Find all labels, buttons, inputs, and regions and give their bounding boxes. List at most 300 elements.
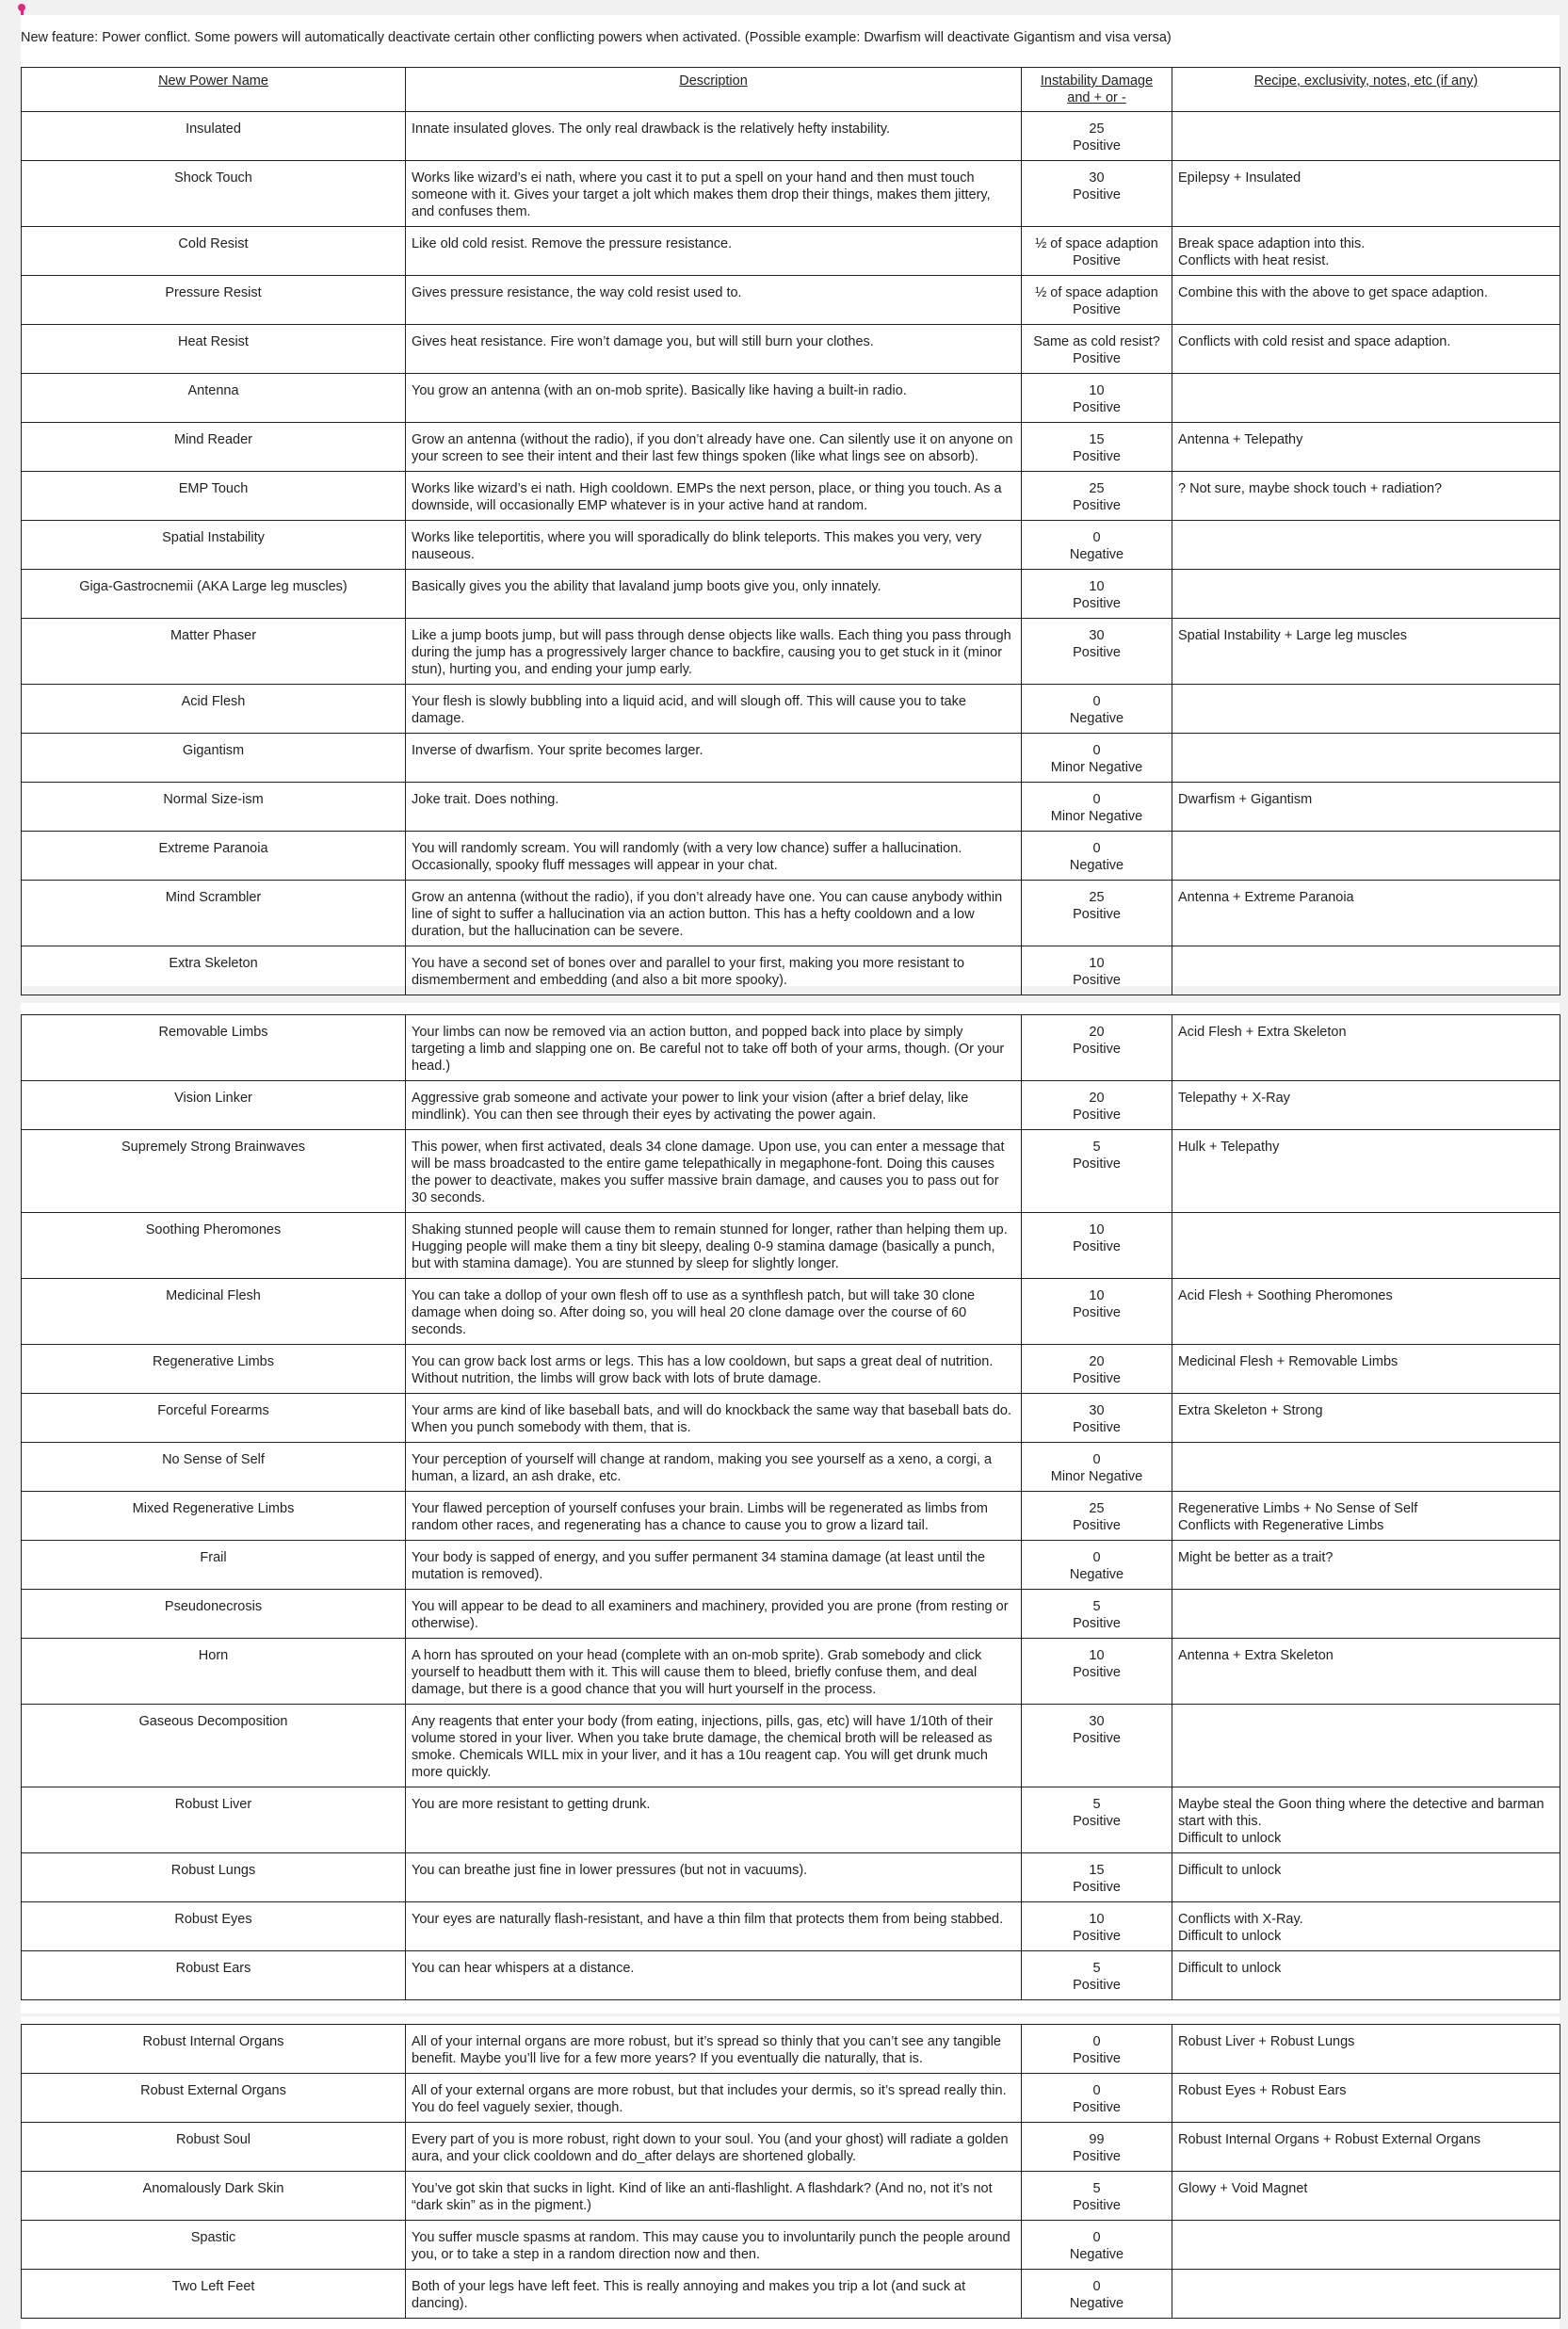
power-name-cell[interactable] xyxy=(22,1787,406,1853)
power-notes: Robust Liver + Robust Lungs xyxy=(1178,2034,1355,2049)
power-description-cell[interactable] xyxy=(406,881,1022,946)
notes-cell[interactable] xyxy=(1172,619,1560,685)
power-row xyxy=(22,1639,1560,1705)
instability-sign: Positive xyxy=(1073,1420,1121,1435)
instability-sign: Positive xyxy=(1073,907,1121,922)
power-description: Innate insulated gloves. The only real drawback is the relatively hefty instability. xyxy=(412,121,891,137)
instability-cell[interactable] xyxy=(1022,1345,1172,1394)
instability-cell[interactable] xyxy=(1022,227,1172,276)
power-notes: Extra Skeleton + Strong xyxy=(1178,1403,1323,1418)
power-row xyxy=(22,1951,1560,2000)
power-description-cell[interactable] xyxy=(406,423,1022,472)
power-name: Medicinal Flesh xyxy=(166,1288,261,1303)
power-description: Like old cold resist. Remove the pressure resistance. xyxy=(412,236,733,251)
power-name-cell[interactable] xyxy=(22,1541,406,1590)
power-notes: Dwarfism + Gigantism xyxy=(1178,792,1313,807)
power-notes: Robust Eyes + Robust Ears xyxy=(1178,2083,1347,2098)
instability-value: 0 xyxy=(1092,530,1101,545)
power-name: Robust Soul xyxy=(176,2132,251,2147)
instability-cell[interactable] xyxy=(1022,423,1172,472)
power-description-cell[interactable] xyxy=(406,619,1022,685)
power-row xyxy=(22,423,1560,472)
instability-sign: Negative xyxy=(1069,2296,1124,2311)
power-name: Extreme Paranoia xyxy=(158,841,268,856)
instability-cell[interactable] xyxy=(1022,2270,1172,2319)
notes-cell[interactable] xyxy=(1172,1787,1560,1853)
power-name: Mind Reader xyxy=(173,432,252,447)
instability-cell[interactable] xyxy=(1022,161,1172,227)
power-name-cell[interactable] xyxy=(22,1279,406,1345)
instability-cell[interactable] xyxy=(1022,112,1172,161)
power-description-cell[interactable] xyxy=(406,2172,1022,2221)
power-name-cell[interactable] xyxy=(22,472,406,521)
instability-cell[interactable] xyxy=(1022,521,1172,570)
instability-cell[interactable] xyxy=(1022,881,1172,946)
power-row xyxy=(22,1705,1560,1787)
power-description-cell[interactable] xyxy=(406,276,1022,325)
instability-cell[interactable] xyxy=(1022,2221,1172,2270)
power-description: Your body is sapped of energy, and you suffer permanent 34 stamina damage (at least until the mutation is removed). xyxy=(412,1550,986,1582)
instability-value: 0 xyxy=(1092,792,1101,807)
notes-cell[interactable] xyxy=(1172,1279,1560,1345)
instability-cell[interactable] xyxy=(1022,325,1172,374)
power-name-cell[interactable] xyxy=(22,2221,406,2270)
power-description-cell[interactable] xyxy=(406,161,1022,227)
power-name-cell[interactable] xyxy=(22,946,406,995)
instability-cell[interactable] xyxy=(1022,1492,1172,1541)
power-description: Works like wizard’s ei nath, where you cast it to put a spell on your hand and then must touch someone with it. Gives your target a jolt which makes them drop their things, makes them jittery, and confuses them. xyxy=(412,170,991,219)
instability-sign: Positive xyxy=(1073,973,1121,988)
power-description-cell[interactable] xyxy=(406,1590,1022,1639)
notes-cell[interactable] xyxy=(1172,1443,1560,1492)
instability-value: 99 xyxy=(1089,2132,1105,2147)
instability-cell[interactable] xyxy=(1022,832,1172,881)
notes-cell[interactable] xyxy=(1172,112,1560,161)
power-name-cell[interactable] xyxy=(22,161,406,227)
notes-cell[interactable] xyxy=(1172,1015,1560,1081)
notes-cell[interactable] xyxy=(1172,1130,1560,1213)
power-name-cell[interactable] xyxy=(22,1639,406,1705)
power-row xyxy=(22,1541,1560,1590)
power-row xyxy=(22,276,1560,325)
power-row xyxy=(22,472,1560,521)
instability-value: ½ of space adaption xyxy=(1035,285,1158,300)
instability-value: 30 xyxy=(1089,1403,1105,1418)
power-name-cell[interactable] xyxy=(22,423,406,472)
power-description-cell[interactable] xyxy=(406,2270,1022,2319)
notes-cell[interactable] xyxy=(1172,423,1560,472)
notes-cell[interactable] xyxy=(1172,946,1560,995)
header-power-name: New Power Name xyxy=(22,68,406,112)
instability-value: 0 xyxy=(1092,2279,1101,2294)
power-name: Gaseous Decomposition xyxy=(138,1714,288,1729)
power-description-cell[interactable] xyxy=(406,2074,1022,2123)
power-row xyxy=(22,685,1560,734)
power-description-cell[interactable] xyxy=(406,1541,1022,1590)
power-description: You can grow back lost arms or legs. This has a low cooldown, but saps a great deal of nutrition. Without nutrition, the limbs will grow back with lots of brute damage. xyxy=(412,1354,994,1386)
power-description-cell[interactable] xyxy=(406,1015,1022,1081)
power-name-cell[interactable] xyxy=(22,570,406,619)
instability-cell[interactable] xyxy=(1022,1541,1172,1590)
power-description-cell[interactable] xyxy=(406,1902,1022,1951)
power-name-cell[interactable] xyxy=(22,1492,406,1541)
power-row xyxy=(22,1394,1560,1443)
notes-cell[interactable] xyxy=(1172,1394,1560,1443)
power-description-cell[interactable] xyxy=(406,832,1022,881)
instability-sign: Positive xyxy=(1073,498,1121,513)
instability-cell[interactable] xyxy=(1022,1081,1172,1130)
instability-cell[interactable] xyxy=(1022,2123,1172,2172)
power-name-cell[interactable] xyxy=(22,1015,406,1081)
power-name-cell[interactable] xyxy=(22,1951,406,2000)
power-description: You have a second set of bones over and parallel to your first, making you more resistant to dismemberment and embedding (and also a bit more spooky). xyxy=(412,956,965,988)
notes-cell[interactable] xyxy=(1172,570,1560,619)
power-name: Regenerative Limbs xyxy=(153,1354,274,1369)
instability-sign: Negative xyxy=(1069,711,1124,726)
power-name-cell[interactable] xyxy=(22,1130,406,1213)
power-description-cell[interactable] xyxy=(406,1951,1022,2000)
power-row xyxy=(22,881,1560,946)
power-name-cell[interactable] xyxy=(22,1590,406,1639)
power-name: Spatial Instability xyxy=(162,530,265,545)
notes-cell[interactable] xyxy=(1172,783,1560,832)
intro-note: New feature: Power conflict. Some powers will automatically deactivate certain other conflicting powers when activated. (Possible example: Dwarfism will deactivate Gigantism and visa versa) xyxy=(21,30,1172,45)
power-description: Your eyes are naturally flash-resistant, and have a thin film that protects them from being stabbed. xyxy=(412,1912,1004,1927)
power-description-cell[interactable] xyxy=(406,1443,1022,1492)
instability-cell[interactable] xyxy=(1022,2074,1172,2123)
power-description-cell[interactable] xyxy=(406,472,1022,521)
power-name-cell[interactable] xyxy=(22,227,406,276)
power-description: You will appear to be dead to all examiners and machinery, provided you are prone (from resting or otherwise). xyxy=(412,1599,1009,1631)
power-notes: Difficult to unlock xyxy=(1178,1863,1282,1878)
power-name-cell[interactable] xyxy=(22,2270,406,2319)
notes-cell[interactable] xyxy=(1172,1213,1560,1279)
power-name-cell[interactable] xyxy=(22,112,406,161)
power-name: Soothing Pheromones xyxy=(145,1222,282,1237)
power-name-cell[interactable] xyxy=(22,1213,406,1279)
instability-cell[interactable] xyxy=(1022,276,1172,325)
instability-sign: Positive xyxy=(1073,1814,1121,1829)
power-name-cell[interactable] xyxy=(22,1345,406,1394)
power-description: Your perception of yourself will change at random, making you see yourself as a xeno, a corgi, a human, a lizard, an ash drake, etc. xyxy=(412,1452,993,1484)
instability-value: 0 xyxy=(1092,2083,1101,2098)
power-row xyxy=(22,325,1560,374)
power-name-cell[interactable] xyxy=(22,2025,406,2074)
instability-cell[interactable] xyxy=(1022,1590,1172,1639)
instability-cell[interactable] xyxy=(1022,783,1172,832)
header-notes: Recipe, exclusivity, notes, etc (if any) xyxy=(1172,68,1560,112)
power-notes: Medicinal Flesh + Removable Limbs xyxy=(1178,1354,1398,1369)
instability-value: 5 xyxy=(1092,1797,1101,1812)
power-description: Basically gives you the ability that lavaland jump boots give you, only innately. xyxy=(412,579,881,594)
instability-value: 5 xyxy=(1092,1961,1101,1976)
instability-cell[interactable] xyxy=(1022,1705,1172,1787)
power-name-cell[interactable] xyxy=(22,374,406,423)
power-name-cell[interactable] xyxy=(22,783,406,832)
notes-cell[interactable] xyxy=(1172,1345,1560,1394)
power-name: Mixed Regenerative Limbs xyxy=(132,1501,295,1516)
instability-sign: Positive xyxy=(1073,138,1121,154)
power-description-cell[interactable] xyxy=(406,325,1022,374)
instability-value: 0 xyxy=(1092,841,1101,856)
power-name: Pressure Resist xyxy=(165,285,262,300)
instability-cell[interactable] xyxy=(1022,2025,1172,2074)
power-description-cell[interactable] xyxy=(406,1345,1022,1394)
instability-sign: Positive xyxy=(1073,1616,1121,1631)
power-name: Acid Flesh xyxy=(181,694,246,709)
power-name: Mind Scrambler xyxy=(165,890,262,905)
power-description: Grow an antenna (without the radio), if you don’t already have one. You can cause anybody within line of sight to suffer a hallucination via an action button. This has a hefty cooldown and a low duration, but the hallucination can be severe. xyxy=(412,890,1003,939)
instability-cell[interactable] xyxy=(1022,570,1172,619)
instability-sign: Positive xyxy=(1073,253,1121,268)
power-name-cell[interactable] xyxy=(22,734,406,783)
power-name: Robust Internal Organs xyxy=(142,2034,284,2049)
power-name: Robust Eyes xyxy=(174,1912,252,1927)
instability-sign: Positive xyxy=(1073,2051,1121,2066)
power-notes: Conflicts with cold resist and space adaption. xyxy=(1178,334,1451,349)
instability-sign: Minor Negative xyxy=(1050,760,1143,775)
instability-cell[interactable] xyxy=(1022,1951,1172,2000)
power-row xyxy=(22,374,1560,423)
power-description-cell[interactable] xyxy=(406,1279,1022,1345)
instability-sign: Positive xyxy=(1073,1305,1121,1320)
power-description-cell[interactable] xyxy=(406,685,1022,734)
power-name: Normal Size-ism xyxy=(163,792,264,807)
power-name: Robust External Organs xyxy=(140,2083,286,2098)
instability-cell[interactable] xyxy=(1022,685,1172,734)
power-description: You can take a dollop of your own flesh off to use as a synthflesh patch, but will take 30 clone damage when doing so. After doing so, you will heal 20 clone damage over the course of 60 seconds. xyxy=(412,1288,976,1337)
power-description: You can hear whispers at a distance. xyxy=(412,1961,635,1976)
notes-cell[interactable] xyxy=(1172,374,1560,423)
instability-value: 0 xyxy=(1092,694,1101,709)
notes-cell[interactable] xyxy=(1172,832,1560,881)
power-name: Antenna xyxy=(187,383,239,398)
instability-sign: Positive xyxy=(1073,1880,1121,1895)
power-description-cell[interactable] xyxy=(406,570,1022,619)
instability-cell[interactable] xyxy=(1022,734,1172,783)
power-name-cell[interactable] xyxy=(22,1705,406,1787)
notes-cell[interactable] xyxy=(1172,2172,1560,2221)
document-page-2 xyxy=(21,1003,1560,2014)
notes-cell[interactable] xyxy=(1172,1541,1560,1590)
power-name-cell[interactable] xyxy=(22,881,406,946)
notes-cell[interactable] xyxy=(1172,1705,1560,1787)
notes-cell[interactable] xyxy=(1172,276,1560,325)
power-name: Gigantism xyxy=(182,743,245,758)
instability-value: 25 xyxy=(1089,481,1105,496)
instability-cell[interactable] xyxy=(1022,946,1172,995)
instability-sign: Positive xyxy=(1073,302,1121,317)
power-notes: Antenna + Extra Skeleton xyxy=(1178,1648,1334,1663)
power-notes: Glowy + Void Magnet xyxy=(1178,2181,1308,2196)
power-name-cell[interactable] xyxy=(22,276,406,325)
power-description-cell[interactable] xyxy=(406,227,1022,276)
power-name: Horn xyxy=(198,1648,229,1663)
notes-cell[interactable] xyxy=(1172,227,1560,276)
instability-cell[interactable] xyxy=(1022,1130,1172,1213)
instability-cell[interactable] xyxy=(1022,1443,1172,1492)
power-description: Joke trait. Does nothing. xyxy=(412,792,559,807)
power-description-cell[interactable] xyxy=(406,1492,1022,1541)
instability-sign: Positive xyxy=(1073,2198,1121,2213)
instability-cell[interactable] xyxy=(1022,1279,1172,1345)
notes-cell[interactable] xyxy=(1172,1639,1560,1705)
power-name: Anomalously Dark Skin xyxy=(142,2181,284,2196)
instability-value: 10 xyxy=(1089,956,1105,971)
power-description-cell[interactable] xyxy=(406,1213,1022,1279)
instability-cell[interactable] xyxy=(1022,1902,1172,1951)
power-name-cell[interactable] xyxy=(22,1853,406,1902)
instability-value: 15 xyxy=(1089,1863,1105,1878)
instability-cell[interactable] xyxy=(1022,1213,1172,1279)
power-row xyxy=(22,2221,1560,2270)
instability-cell[interactable] xyxy=(1022,1787,1172,1853)
notes-cell[interactable] xyxy=(1172,685,1560,734)
power-description-cell[interactable] xyxy=(406,1394,1022,1443)
power-description-cell[interactable] xyxy=(406,1853,1022,1902)
power-description-cell[interactable] xyxy=(406,2221,1022,2270)
instability-sign: Positive xyxy=(1073,1042,1121,1057)
power-name-cell[interactable] xyxy=(22,619,406,685)
power-row xyxy=(22,1130,1560,1213)
instability-sign: Minor Negative xyxy=(1050,809,1143,824)
power-description-cell[interactable] xyxy=(406,2123,1022,2172)
notes-cell[interactable] xyxy=(1172,2074,1560,2123)
instability-value: Same as cold resist? xyxy=(1033,334,1160,349)
power-description-cell[interactable] xyxy=(406,112,1022,161)
power-name-cell[interactable] xyxy=(22,2123,406,2172)
power-name-cell[interactable] xyxy=(22,832,406,881)
instability-cell[interactable] xyxy=(1022,472,1172,521)
notes-cell[interactable] xyxy=(1172,734,1560,783)
power-name-cell[interactable] xyxy=(22,1081,406,1130)
powers-table-section-2 xyxy=(21,1014,1560,2000)
power-row xyxy=(22,783,1560,832)
notes-cell[interactable] xyxy=(1172,1081,1560,1130)
notes-cell[interactable] xyxy=(1172,1590,1560,1639)
power-row xyxy=(22,946,1560,995)
power-name-cell[interactable] xyxy=(22,1443,406,1492)
instability-value: 0 xyxy=(1092,743,1101,758)
instability-value: 5 xyxy=(1092,2181,1101,2196)
notes-cell[interactable] xyxy=(1172,161,1560,227)
notes-cell[interactable] xyxy=(1172,1951,1560,2000)
instability-value: 20 xyxy=(1089,1354,1105,1369)
power-description: Inverse of dwarfism. Your sprite becomes larger. xyxy=(412,743,703,758)
power-name-cell[interactable] xyxy=(22,325,406,374)
power-name: Pseudonecrosis xyxy=(164,1599,263,1614)
power-row xyxy=(22,1443,1560,1492)
power-row xyxy=(22,1853,1560,1902)
power-row xyxy=(22,1492,1560,1541)
power-name: Robust Lungs xyxy=(170,1863,256,1878)
power-notes: Conflicts with X-Ray. Difficult to unlock xyxy=(1178,1912,1303,1944)
power-notes: Acid Flesh + Extra Skeleton xyxy=(1178,1025,1347,1040)
notes-cell[interactable] xyxy=(1172,1492,1560,1541)
power-description-cell[interactable] xyxy=(406,783,1022,832)
instability-sign: Positive xyxy=(1073,1518,1121,1533)
power-description: Gives pressure resistance, the way cold resist used to. xyxy=(412,285,742,300)
power-description: Your flawed perception of yourself confuses your brain. Limbs will be regenerated as limbs from random other races, and regenerating has a chance to cause you to grow a lizard tail. xyxy=(412,1501,988,1533)
power-notes: Break space adaption into this. Conflicts with heat resist. xyxy=(1178,236,1366,268)
instability-sign: Positive xyxy=(1073,351,1121,366)
instability-cell[interactable] xyxy=(1022,1015,1172,1081)
power-description-cell[interactable] xyxy=(406,734,1022,783)
power-description: This power, when first activated, deals 34 clone damage. Upon use, you can enter a message that will be mass broadcasted to the entire game telepathically in megaphone-font. Doing this causes the power to deactivate, makes you suffer massive brain damage, and causes you to pass out for 30 seconds. xyxy=(412,1140,1005,1205)
instability-sign: Minor Negative xyxy=(1050,1469,1143,1484)
instability-sign: Positive xyxy=(1073,1731,1121,1746)
instability-value: 25 xyxy=(1089,1501,1105,1516)
notes-cell[interactable] xyxy=(1172,2270,1560,2319)
power-description-cell[interactable] xyxy=(406,374,1022,423)
instability-value: 5 xyxy=(1092,1140,1101,1155)
instability-cell[interactable] xyxy=(1022,2172,1172,2221)
instability-cell[interactable] xyxy=(1022,1394,1172,1443)
power-notes: Combine this with the above to get space adaption. xyxy=(1178,285,1488,300)
power-notes: Antenna + Extreme Paranoia xyxy=(1178,890,1354,905)
power-name-cell[interactable] xyxy=(22,2074,406,2123)
power-description-cell[interactable] xyxy=(406,946,1022,995)
power-row xyxy=(22,1213,1560,1279)
instability-sign: Positive xyxy=(1073,1929,1121,1944)
power-name: Giga-Gastrocnemii (AKA Large leg muscles) xyxy=(79,579,348,594)
notes-cell[interactable] xyxy=(1172,325,1560,374)
instability-value: 30 xyxy=(1089,1714,1105,1729)
notes-cell[interactable] xyxy=(1172,521,1560,570)
power-description-cell[interactable] xyxy=(406,1081,1022,1130)
power-row xyxy=(22,2074,1560,2123)
notes-cell[interactable] xyxy=(1172,881,1560,946)
instability-value: 30 xyxy=(1089,628,1105,643)
power-name-cell[interactable] xyxy=(22,2172,406,2221)
power-description-cell[interactable] xyxy=(406,1787,1022,1853)
instability-value: 20 xyxy=(1089,1091,1105,1106)
power-name-cell[interactable] xyxy=(22,685,406,734)
instability-sign: Positive xyxy=(1073,2100,1121,2115)
power-description-cell[interactable] xyxy=(406,2025,1022,2074)
power-notes: Maybe steal the Goon thing where the detective and barman start with this. Difficult to unlock xyxy=(1178,1797,1544,1846)
power-name-cell[interactable] xyxy=(22,1394,406,1443)
instability-sign: Positive xyxy=(1073,1665,1121,1680)
instability-cell[interactable] xyxy=(1022,374,1172,423)
power-name-cell[interactable] xyxy=(22,521,406,570)
power-description: Your limbs can now be removed via an action button, and popped back into place by simply targeting a limb and slapping one on. Be careful not to take off both of your arms, though. (Or your head.) xyxy=(412,1025,1005,1074)
power-row xyxy=(22,2270,1560,2319)
power-notes: Spatial Instability + Large leg muscles xyxy=(1178,628,1408,643)
power-description-cell[interactable] xyxy=(406,1705,1022,1787)
power-notes: Might be better as a trait? xyxy=(1178,1550,1334,1565)
power-row xyxy=(22,227,1560,276)
notes-cell[interactable] xyxy=(1172,2123,1560,2172)
power-name-cell[interactable] xyxy=(22,1902,406,1951)
power-notes: Difficult to unlock xyxy=(1178,1961,1282,1976)
instability-cell[interactable] xyxy=(1022,1853,1172,1902)
notes-cell[interactable] xyxy=(1172,1853,1560,1902)
notes-cell[interactable] xyxy=(1172,2221,1560,2270)
power-description-cell[interactable] xyxy=(406,1639,1022,1705)
instability-sign: Positive xyxy=(1073,1978,1121,1993)
notes-cell[interactable] xyxy=(1172,2025,1560,2074)
power-row xyxy=(22,734,1560,783)
power-description-cell[interactable] xyxy=(406,521,1022,570)
notes-cell[interactable] xyxy=(1172,472,1560,521)
instability-cell[interactable] xyxy=(1022,619,1172,685)
notes-cell[interactable] xyxy=(1172,1902,1560,1951)
instability-cell[interactable] xyxy=(1022,1639,1172,1705)
power-name: Forceful Forearms xyxy=(157,1403,269,1418)
power-row xyxy=(22,2172,1560,2221)
power-description-cell[interactable] xyxy=(406,1130,1022,1213)
